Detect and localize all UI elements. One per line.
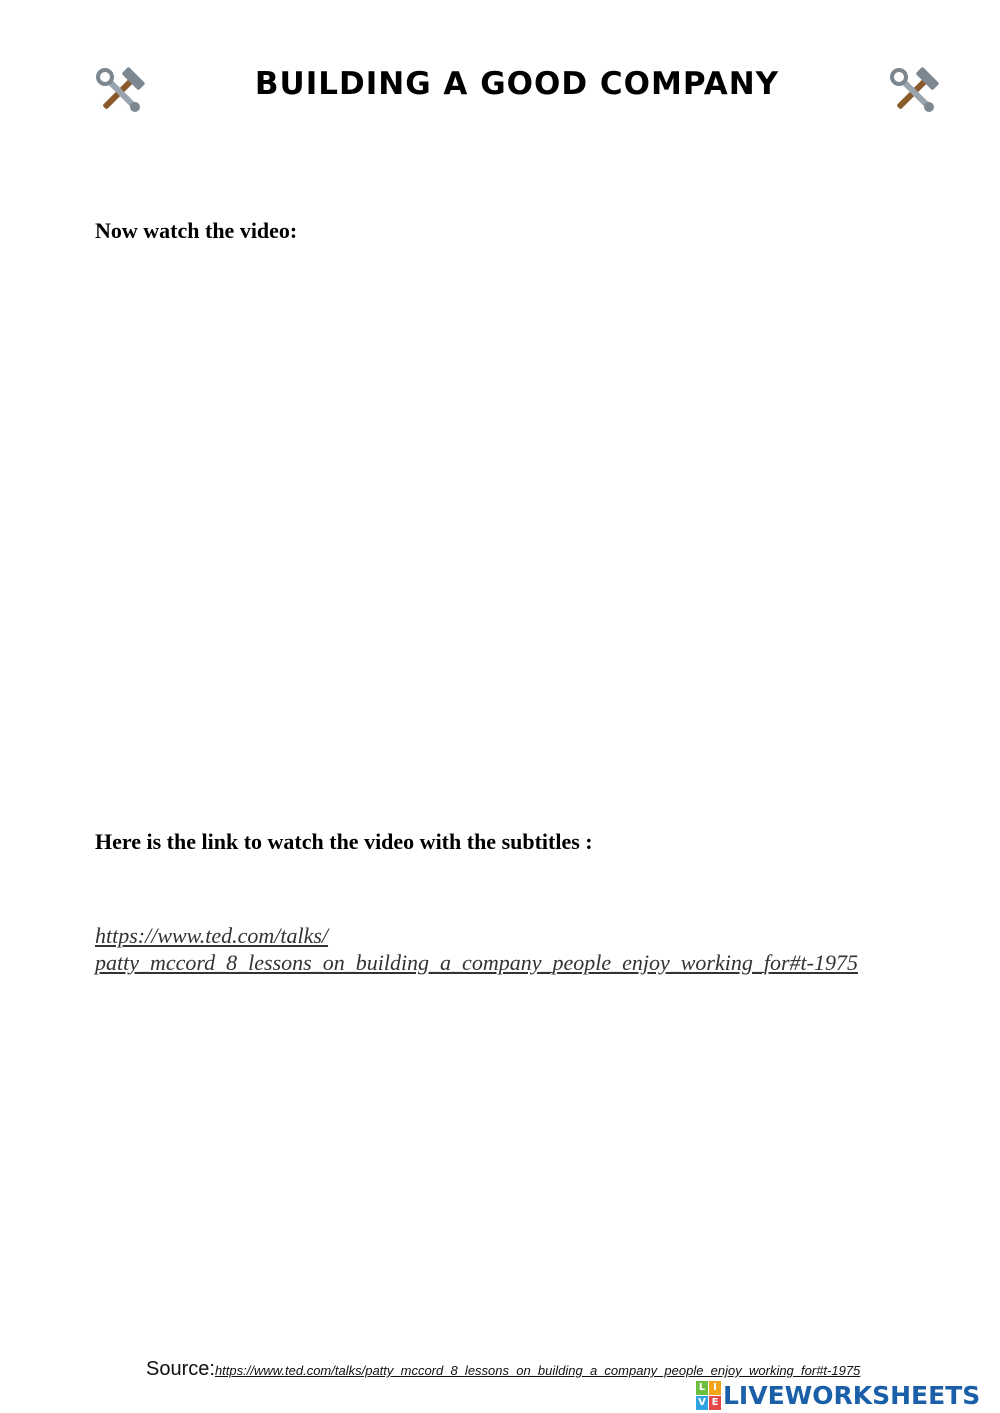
video-link-line-2[interactable]: patty_mccord_8_lessons_on_building_a_company_people_enjoy_working_for#t-1975 [95,950,858,975]
badge-letter: L [696,1381,708,1395]
badge-letter: V [696,1396,708,1410]
source-label: Source: [146,1358,215,1380]
video-link[interactable] [95,922,858,976]
subtitles-link-heading: Here is the link to watch the video with the subtitles : [95,829,593,854]
watch-video-heading: Now watch the video: [95,218,298,243]
live-badge [696,1381,721,1410]
brand-text: LIVEWORKSHEETS [723,1380,981,1410]
page-title: BUILDING A GOOD COMPANY [254,66,780,102]
tools-icon [888,66,940,118]
badge-letter: E [709,1396,721,1410]
video-link-line-1[interactable]: https://www.ted.com/talks/ [95,923,329,948]
source-link[interactable]: https://www.ted.com/talks/patty_mccord_8_lessons_on_building_a_company_people_enjoy_working_for#t-1975 [214,1363,861,1378]
liveworksheets-logo [696,1378,980,1412]
badge-letter: I [709,1381,721,1395]
